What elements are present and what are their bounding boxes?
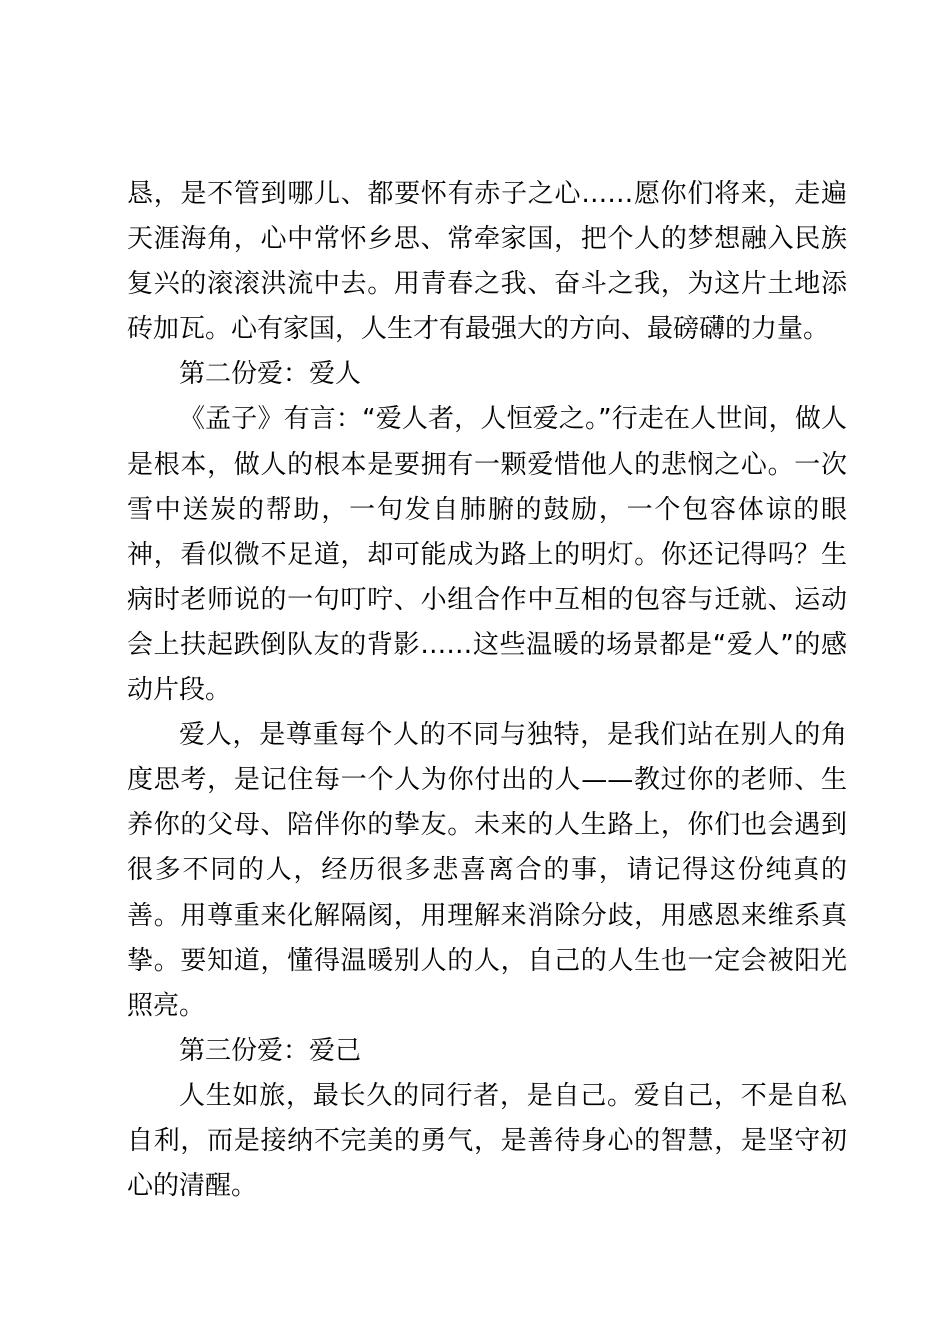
paragraph-respect-others: 爱人，是尊重每个人的不同与独特，是我们站在别人的角度思考，是记住每一个人为你付出的人——教过你的老师、生养你的父母、陪伴你的挚友。未来的人生路上，你们也会遇到很多不同的人，经历很多悲喜离合的事，请记得这份纯真的善。用尊重来化解隔阂，用理解来消除分歧，用感恩来维系真挚。要知道，懂得温暖别人的人，自己的人生也一定会被阳光照亮。	[127, 720, 847, 1021]
section-heading-love-self: 第三份爱：爱己	[179, 1035, 362, 1066]
section-heading-love-others: 第二份爱：爱人	[179, 359, 362, 390]
paragraph-continuation: 恳，是不管到哪儿、都要怀有赤子之心……愿你们将来，走遍天涯海角，心中常怀乡思、常牵家国，把个人的梦想融入民族复兴的滚滚洪流中去。用青春之我、奋斗之我，为这片土地添砖加瓦。心有家国，人生才有最强大的方向、最磅礴的力量。	[127, 179, 847, 345]
document-body	[127, 172, 847, 1209]
paragraph-love-self: 人生如旅，最长久的同行者，是自己。爱自己，不是自私自利，而是接纳不完美的勇气，是善待身心的智慧，是坚守初心的清醒。	[127, 1080, 847, 1202]
paragraph-mencius-quote: 《孟子》有言：“爱人者，人恒爱之。”行走在人世间，做人是根本，做人的根本是要拥有一颗爱惜他人的悲悯之心。一次雪中送炭的帮助，一句发自肺腑的鼓励，一个包容体谅的眼神，看似微不足道，却可能成为路上的明灯。你还记得吗？生病时老师说的一句叮咛、小组合作中互相的包容与迁就、运动会上扶起跌倒队友的背影……这些温暖的场景都是“爱人”的感动片段。	[127, 404, 847, 706]
